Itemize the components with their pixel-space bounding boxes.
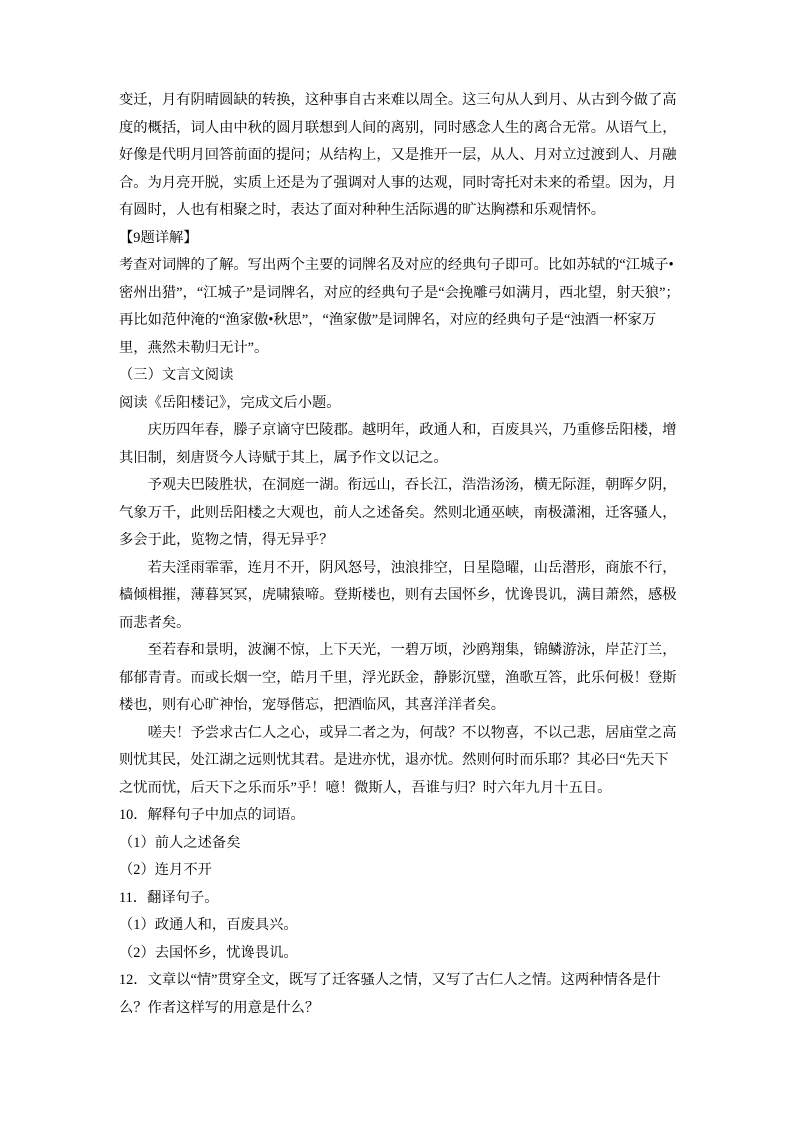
- answer-9-heading: [119, 225, 681, 253]
- text-line: 有圆时，人也有相聚之时，表达了面对种种生活际遇的旷达胸襟和乐观情怀。: [119, 202, 606, 218]
- text-line: 嗟夫！予尝求古仁人之心，或异二者之为，何哉？不以物喜，不以己悲，居庙堂之高: [147, 724, 677, 741]
- question-12: [119, 967, 681, 1022]
- text-line: 至若春和景明，波澜不惊，上下天光，一碧万顷，沙鸥翔集，锦鳞游泳，岸芷汀兰，: [147, 642, 677, 658]
- text-line: 而悲者矣。: [119, 614, 191, 631]
- text-line: 变迁，月有阴晴圆缺的转换，这种事自古来难以周全。这三句从人到月、从古到今做了高: [119, 92, 677, 108]
- question-11-item-2: [119, 940, 681, 968]
- text-line: 度的概括，词人由中秋的圆月联想到人间的离别，同时感念人生的离合无常。从语气上，: [119, 119, 677, 136]
- text-line: 好像是代明月回答前面的提问；从结构上，又是推开一层，从人、月对立过渡到人、月融: [119, 147, 677, 163]
- text-line: 么？作者这样写的用意是什么？: [119, 999, 320, 1016]
- answer-8-continuation-paragraph: [119, 87, 681, 225]
- passage-paragraph-5: [119, 720, 681, 803]
- text-line: 12．文章以“情”贯穿全文，既写了迁客骚人之情，又写了古仁人之情。这两种情各是什: [119, 972, 661, 988]
- text-line: 里，燕然未勒归无计”。: [119, 339, 269, 356]
- passage-paragraph-2: [119, 472, 681, 555]
- text-line: 之忧而忧，后天下之乐而乐”乎！噫！微斯人，吾谁与归？时六年九月十五日。: [119, 779, 612, 796]
- text-line: （2）去国怀乡，忧谗畏讥。: [119, 944, 298, 961]
- text-line: 【9题详解】: [119, 229, 198, 246]
- text-line: 樯倾楫摧，薄暮冥冥，虎啸猿啼。登斯楼也，则有去国怀乡，忧谗畏讥，满目萧然，感极: [119, 587, 677, 603]
- text-line: （2）连月不开: [119, 862, 212, 878]
- question-10: [119, 802, 681, 830]
- text-line: 气象万千，此则岳阳楼之大观也，前人之述备矣。然则北通巫峡，南极潇湘，迁客骚人，: [119, 504, 677, 521]
- text-line: 密州出猎”，“江城子”是词牌名，对应的经典句子是“会挽雕弓如满月，西北望，射天狼”；: [119, 284, 680, 301]
- text-line: 考查对词牌的了解。写出两个主要的词牌名及对应的经典句子即可。比如苏轼的“江城子•: [119, 257, 674, 273]
- text-line: 若夫淫雨霏霏，连月不开，阴风怒号，浊浪排空，日星隐曜，山岳潜形，商旅不行，: [147, 559, 677, 576]
- passage-paragraph-3: [119, 555, 681, 638]
- section-3-heading: [119, 362, 681, 390]
- passage-paragraph-1: [119, 417, 681, 472]
- text-line: 多会于此，览物之情，得无异乎？: [119, 532, 334, 548]
- text-line: 楼也，则有心旷神怡，宠辱偕忘，把酒临风，其喜洋洋者矣。: [119, 697, 506, 713]
- text-line: 10．解释句子中加点的词语。: [119, 807, 305, 823]
- text-line: 再比如范仲淹的“渔家傲•秋思”，“渔家傲”是词牌名，对应的经典句子是“浊酒一杯家万: [119, 312, 657, 328]
- text-line: 合。为月亮开脱，实质上还是为了强调对人事的达观，同时寄托对未来的希望。因为，月: [119, 174, 677, 191]
- question-11: [119, 885, 681, 913]
- reading-instruction: [119, 390, 681, 418]
- text-line: 予观夫巴陵胜状，在洞庭一湖。衔远山，吞长江，浩浩汤汤，横无际涯，朝晖夕阴，: [147, 477, 677, 493]
- answer-9-paragraph: [119, 252, 681, 362]
- text-line: 阅读《岳阳楼记》，完成文后小题。: [119, 394, 341, 411]
- text-line: 庆历四年春，滕子京谪守巴陵郡。越明年，政通人和，百废具兴，乃重修岳阳楼，增: [147, 422, 677, 438]
- text-line: （1）政通人和，百废具兴。: [119, 917, 298, 933]
- text-line: 11．翻译句子。: [119, 889, 219, 906]
- text-line: 其旧制，刻唐贤今人诗赋于其上，属予作文以记之。: [119, 449, 448, 466]
- text-line: （三）文言文阅读: [119, 367, 234, 383]
- passage-paragraph-4: [119, 637, 681, 720]
- question-11-item-1: [119, 912, 681, 940]
- text-line: （1）前人之述备矣: [119, 834, 241, 851]
- text-line: 郁郁青青。而或长烟一空，皓月千里，浮光跃金，静影沉璧，渔歌互答，此乐何极！登斯: [119, 669, 677, 686]
- text-line: 则忧其民，处江湖之远则忧其君。是进亦忧，退亦忧。然则何时而乐耶？其必曰“先天下: [119, 752, 669, 768]
- question-10-item-2: [119, 857, 681, 885]
- question-10-item-1: [119, 830, 681, 858]
- document-body: [119, 87, 681, 1022]
